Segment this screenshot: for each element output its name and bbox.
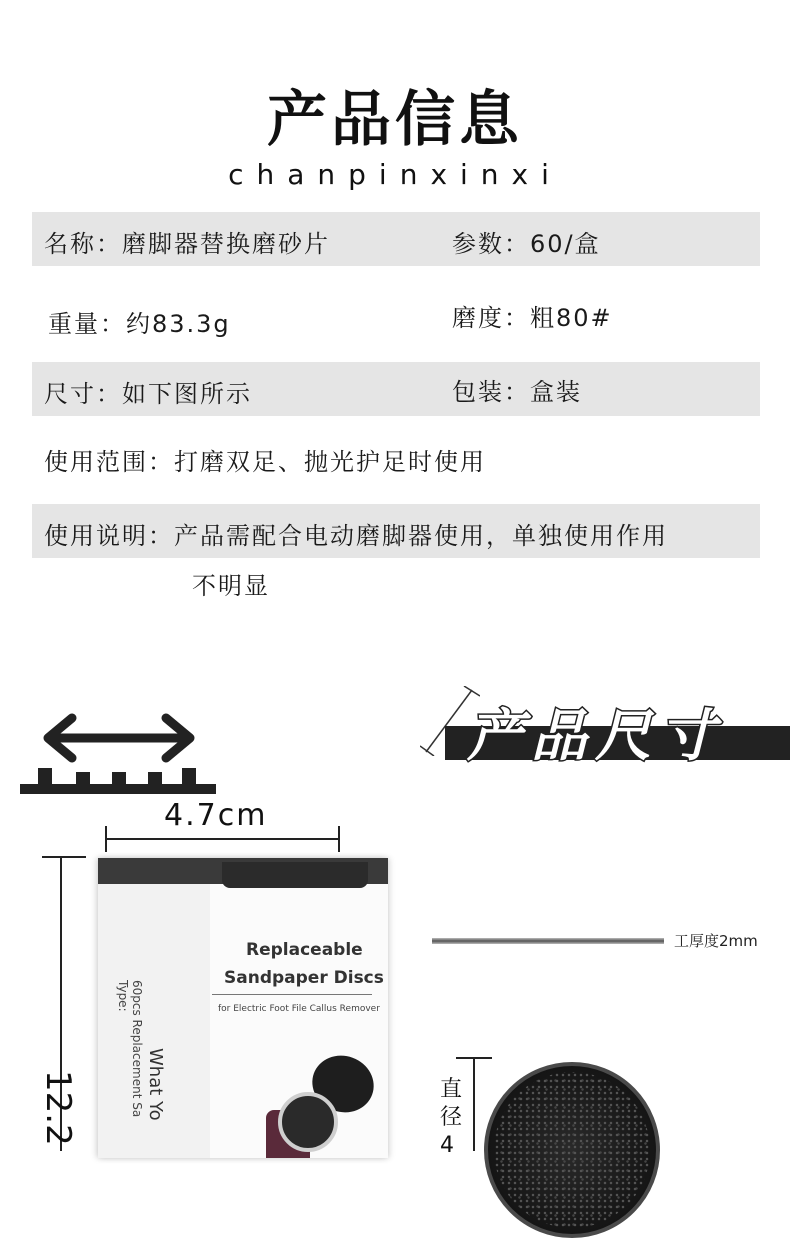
disc-illustration-2 bbox=[278, 1092, 338, 1152]
info-instructions-cont: 不明显 bbox=[192, 572, 270, 600]
thickness-illustration bbox=[432, 938, 664, 944]
info-package: 包装：盒装 bbox=[452, 378, 582, 406]
diameter-dimension-line bbox=[473, 1057, 475, 1151]
info-usage-range: 使用范围：打磨双足、抛光护足时使用 bbox=[44, 448, 486, 476]
page-title: 产品信息 bbox=[267, 85, 523, 155]
diameter-label: 直径4 bbox=[440, 1077, 463, 1158]
info-row-instructions bbox=[32, 504, 760, 558]
box-divider bbox=[212, 994, 372, 995]
height-tick-top bbox=[42, 856, 86, 858]
info-instructions: 使用说明：产品需配合电动磨脚器使用，单独使用作用 bbox=[44, 522, 668, 550]
info-row-weight bbox=[32, 296, 760, 350]
width-dimension-line bbox=[106, 838, 340, 840]
info-params: 参数：60/盒 bbox=[452, 230, 601, 258]
info-name: 名称：磨脚器替换磨砂片 bbox=[44, 230, 330, 258]
info-grit: 磨度：粗80# bbox=[452, 304, 613, 332]
box-tab bbox=[222, 862, 368, 888]
box-heading-2: Sandpaper Discs bbox=[224, 968, 384, 988]
box-subheading: for Electric Foot File Callus Remover bbox=[218, 1004, 380, 1014]
product-box-image bbox=[98, 858, 388, 1158]
size-section-heading bbox=[445, 690, 790, 772]
info-row-usage bbox=[32, 430, 760, 484]
info-weight: 重量：约83.3g bbox=[48, 310, 231, 338]
info-size: 尺寸：如下图所示 bbox=[44, 380, 252, 408]
box-side-text-1: What Yo bbox=[145, 1048, 166, 1121]
height-label: 12.2 bbox=[38, 1070, 78, 1146]
size-section-title: 产品尺寸 bbox=[467, 704, 723, 769]
thickness-label: 工厚度2mm bbox=[674, 932, 758, 950]
info-row-size bbox=[32, 362, 760, 416]
page-subtitle: chanpinxinxi bbox=[228, 158, 562, 191]
box-side-text-3: Type: bbox=[116, 980, 130, 1012]
ruler-icon bbox=[20, 712, 220, 797]
box-heading-1: Replaceable bbox=[246, 940, 363, 960]
box-side-text-2: 60pcs Replacement Sa bbox=[130, 980, 144, 1118]
width-label: 4.7cm bbox=[164, 798, 268, 833]
sandpaper-disc-image bbox=[484, 1062, 660, 1238]
info-row-name bbox=[32, 212, 760, 266]
